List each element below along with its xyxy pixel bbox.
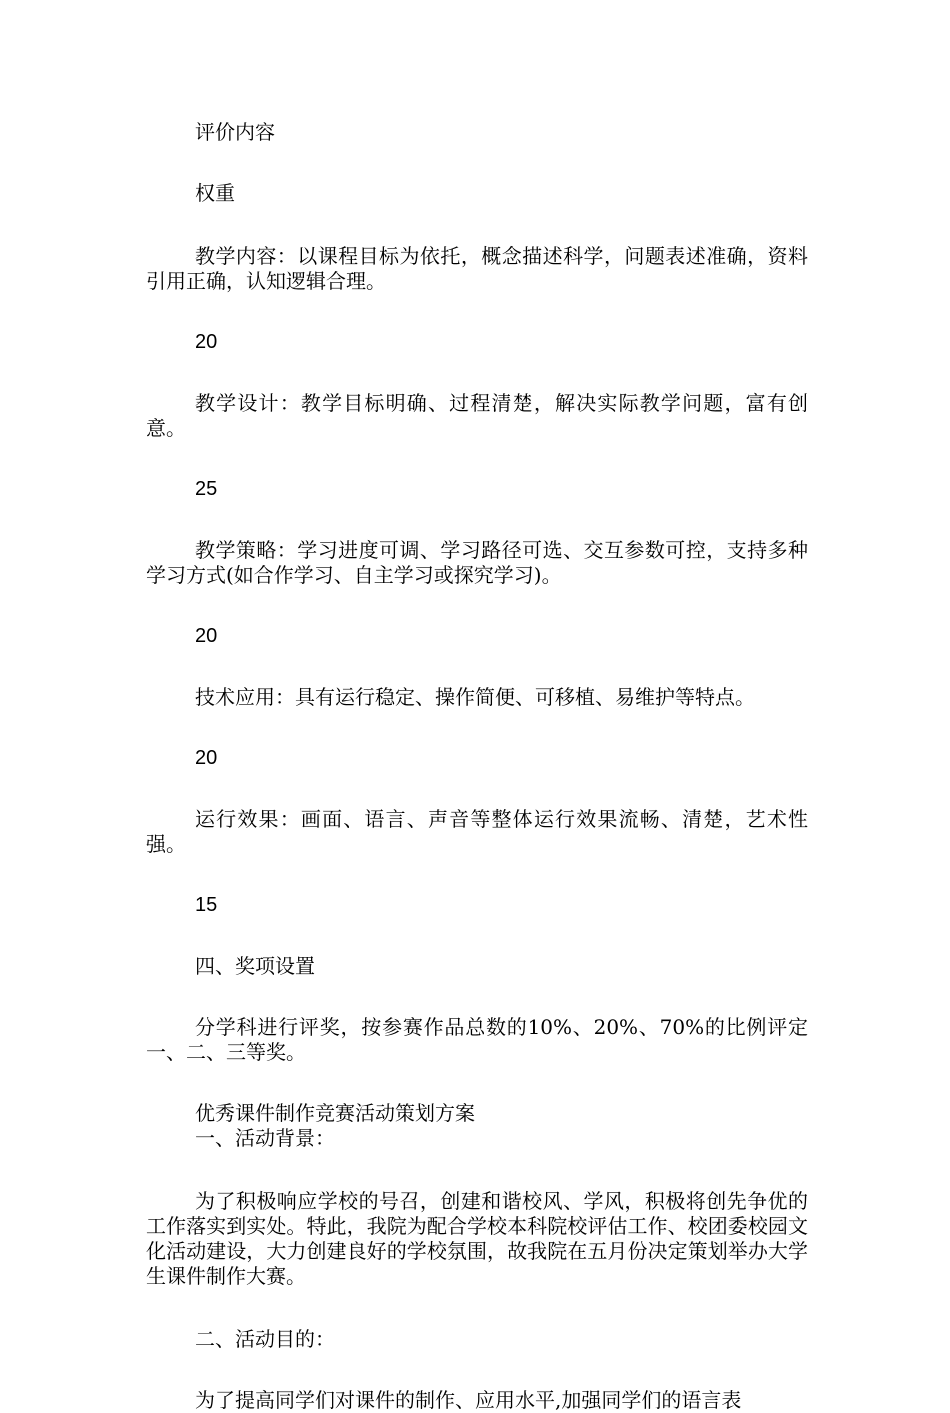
background-paragraph: 为了积极响应学校的号召，创建和谐校风、学风，积极将创先争优的工作落实到实处。特此，我院为配合学校本科院校评估工作、校团委校园文化活动建设，大力创建良好的学校氛围，故我院在五月份决定策划举办大学生课件制作大赛。	[146, 1189, 808, 1288]
weight-teaching-strategy: 20	[195, 625, 218, 647]
awards-description: 分学科进行评奖，按参赛作品总数的10%、20%、70%的比例评定一、二、三等奖。	[146, 1015, 808, 1064]
criterion-teaching-design: 教学设计：教学目标明确、过程清楚，解决实际教学问题，富有创意。	[146, 391, 808, 440]
section-heading-background: 一、活动背景：	[195, 1126, 335, 1150]
section-heading-purpose: 二、活动目的：	[195, 1327, 335, 1351]
section-heading-awards: 四、奖项设置	[195, 954, 315, 978]
weight-running-effect: 15	[195, 894, 218, 916]
document-body	[146, 120, 808, 1413]
criterion-running-effect: 运行效果：画面、语言、声音等整体运行效果流畅、清楚，艺术性强。	[146, 807, 808, 856]
purpose-paragraph: 为了提高同学们对课件的制作、应用水平,加强同学们的语言表	[195, 1388, 742, 1412]
criterion-teaching-strategy: 教学策略：学习进度可调、学习路径可选、交互参数可控，支持多种学习方式(如合作学习、自主学习或探究学习)。	[146, 538, 808, 587]
weight-teaching-design: 25	[195, 478, 218, 500]
table-header-evaluation-content: 评价内容	[195, 120, 275, 144]
weight-technical-application: 20	[195, 747, 218, 769]
weight-teaching-content: 20	[195, 331, 218, 353]
criterion-technical-application: 技术应用：具有运行稳定、操作简便、可移植、易维护等特点。	[195, 685, 755, 709]
table-header-weight: 权重	[195, 181, 235, 205]
plan-title: 优秀课件制作竞赛活动策划方案	[195, 1101, 475, 1125]
criterion-teaching-content: 教学内容：以课程目标为依托，概念描述科学，问题表述准确，资料引用正确，认知逻辑合理。	[146, 244, 808, 293]
